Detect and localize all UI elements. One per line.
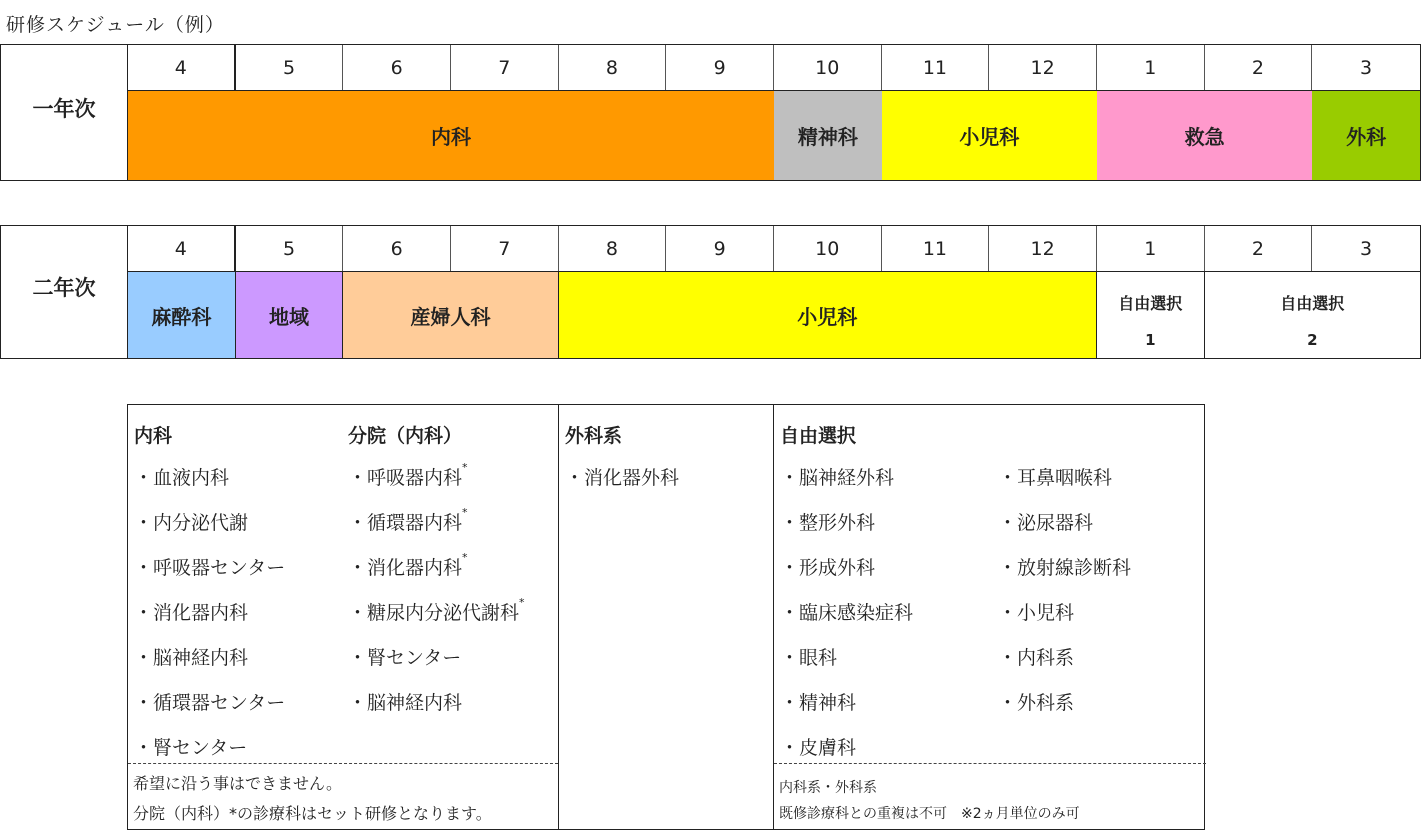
year1-rotation-block: [774, 91, 882, 180]
year1-month-cell: 2: [1205, 45, 1313, 90]
note-a-1: 希望に沿う事はできません。: [133, 774, 342, 793]
legend-surgery-column: [559, 405, 774, 829]
year2-month-cell: 7: [451, 226, 559, 271]
note-c-2: 既修診療科との重複は不可 ※2ヵ月単位のみ可: [779, 806, 1080, 822]
year2-rotation-block: [236, 272, 344, 358]
year2-schedule: [0, 225, 1421, 359]
rotation-label: 救急: [1184, 125, 1225, 149]
department-item: [134, 688, 285, 715]
legend-divider: [128, 763, 558, 764]
year2-month-cell: 3: [1360, 237, 1373, 260]
department-item: [348, 643, 461, 670]
note-a-2: 分院（内科）*の診療科はセット研修となります。: [133, 804, 492, 823]
department-item-label: ・循環器内科: [348, 512, 463, 534]
department-item: [998, 553, 1131, 580]
page-title: 研修スケジュール（例）: [6, 14, 225, 36]
department-item: [348, 688, 462, 715]
department-item-label: ・消化器外科: [565, 467, 680, 489]
year2-rotation-row: [128, 272, 1420, 358]
department-item-label: ・眼科: [780, 647, 838, 669]
department-item: [134, 508, 248, 535]
department-item-label: ・形成外科: [780, 557, 876, 579]
department-item-label: ・腎センター: [348, 647, 462, 669]
year2-month-cell: 10: [774, 226, 882, 271]
year1-label: 一年次: [1, 45, 128, 180]
department-item: [134, 733, 247, 760]
year2-month-row: [128, 226, 1420, 272]
department-item: [348, 463, 468, 490]
department-item-label: ・皮膚科: [780, 737, 857, 759]
bunin-title: 分院（内科）: [348, 425, 463, 447]
rotation-label: 産婦人科: [410, 304, 491, 329]
department-item: [780, 733, 856, 760]
year2-month-cell: 12: [989, 226, 1097, 271]
year1-month-cell: 9: [666, 45, 774, 90]
department-item-label: ・耳鼻咽喉科: [998, 467, 1113, 489]
year1-rotation-block: [882, 91, 1097, 180]
rotation-sub-number: 1: [1145, 331, 1156, 350]
rotation-label: 自由選択: [1118, 293, 1183, 313]
department-item-label: ・整形外科: [780, 512, 876, 534]
department-item-label: ・小児科: [998, 602, 1075, 624]
year2-rotation-block: [559, 272, 1097, 358]
department-item-label: ・泌尿器科: [998, 512, 1094, 534]
year1-rotation-block: [128, 91, 774, 180]
department-legend: [127, 404, 1205, 830]
year2-month-cell: 5: [236, 226, 344, 271]
note-c-1: 内科系・外科系: [779, 780, 877, 796]
department-item-label: ・腎センター: [134, 737, 248, 759]
department-item: [780, 688, 856, 715]
rotation-label: 小児科: [959, 125, 1020, 149]
year1-month-cell: 10: [774, 45, 882, 90]
department-item: [998, 643, 1074, 670]
legend-internal-medicine-column: [128, 405, 559, 829]
year1-rotation-block: [1312, 91, 1420, 180]
department-item: [780, 463, 894, 490]
rotation-label: 地域: [268, 304, 309, 329]
department-item-label: ・呼吸器内科: [348, 467, 463, 489]
department-item: [780, 598, 913, 625]
department-item-label: ・呼吸器センター: [134, 557, 286, 579]
year2-rotation-block: [128, 272, 236, 358]
year1-month-cell: 11: [882, 45, 990, 90]
year1-rotation-row: [128, 91, 1420, 180]
year1-month-cell: 7: [451, 45, 559, 90]
department-item: [134, 598, 248, 625]
rotation-label: 外科: [1346, 125, 1387, 149]
year2-rotation-block: [343, 272, 558, 358]
set-training-mark: *: [462, 461, 468, 474]
year2-month-cell: 8: [559, 226, 667, 271]
year2-rotation-block: [1205, 272, 1420, 358]
department-item: [998, 688, 1074, 715]
rotation-sub-number: 2: [1307, 331, 1318, 350]
department-item-label: ・脳神経内科: [348, 692, 463, 714]
department-item-label: ・循環器センター: [134, 692, 286, 714]
department-item: [348, 508, 468, 535]
year2-month-cell: 2: [1205, 226, 1313, 271]
department-item-label: ・脳神経内科: [134, 647, 249, 669]
legend-divider: [774, 763, 1206, 764]
geka-title: 外科系: [565, 425, 623, 447]
set-training-mark: *: [462, 551, 468, 564]
department-item-label: ・精神科: [780, 692, 857, 714]
rotation-label: 内科: [431, 125, 471, 149]
jiyu-title: 自由選択: [780, 425, 857, 447]
year1-month-cell: 8: [559, 45, 667, 90]
year1-month-row: [128, 45, 1420, 91]
department-item-label: ・外科系: [998, 692, 1075, 714]
year1-rotation-block: [1097, 91, 1312, 180]
rotation-label: 麻酔科: [151, 304, 212, 329]
department-item-label: ・糖尿内分泌代謝科: [348, 602, 520, 624]
department-item-label: ・血液内科: [134, 467, 230, 489]
year2-month-cell: 1: [1097, 226, 1205, 271]
department-item-label: ・消化器内科: [348, 557, 463, 579]
department-item: [565, 463, 679, 490]
department-item: [348, 598, 525, 625]
department-item: [134, 553, 285, 580]
department-item: [348, 553, 468, 580]
year1-month-cell: 12: [989, 45, 1097, 90]
legend-elective-column: [774, 405, 1206, 829]
department-item: [134, 643, 248, 670]
department-item: [780, 643, 837, 670]
department-item: [780, 508, 875, 535]
department-item: [134, 463, 229, 490]
rotation-label: 精神科: [797, 125, 858, 149]
year1-schedule: [0, 44, 1421, 181]
department-item-label: ・脳神経外科: [780, 467, 895, 489]
naika-title: 内科: [134, 425, 173, 447]
year1-month-cell: 1: [1097, 45, 1205, 90]
year1-month-cell: 4: [128, 45, 236, 90]
department-item-label: ・放射線診断科: [998, 557, 1132, 579]
department-item: [780, 553, 875, 580]
year1-month-cell: 6: [343, 45, 451, 90]
year2-label: 二年次: [1, 226, 128, 358]
department-item-label: ・内科系: [998, 647, 1075, 669]
department-item: [998, 463, 1112, 490]
year2-month-cell: 9: [666, 226, 774, 271]
department-item-label: ・臨床感染症科: [780, 602, 914, 624]
department-item-label: ・内分泌代謝: [134, 512, 249, 534]
department-item-label: ・消化器内科: [134, 602, 249, 624]
department-item: [998, 598, 1074, 625]
year2-month-cell: 6: [343, 226, 451, 271]
year2-month-cell: 11: [882, 226, 990, 271]
year2-rotation-block: [1097, 272, 1205, 358]
set-training-mark: *: [462, 506, 468, 519]
year1-month-cell: 5: [236, 45, 344, 90]
rotation-label: 小児科: [797, 304, 858, 329]
rotation-label: 自由選択: [1280, 293, 1345, 313]
set-training-mark: *: [519, 596, 525, 609]
department-item: [998, 508, 1093, 535]
year2-month-cell: 4: [128, 226, 236, 271]
year1-month-cell: 3: [1360, 56, 1373, 79]
